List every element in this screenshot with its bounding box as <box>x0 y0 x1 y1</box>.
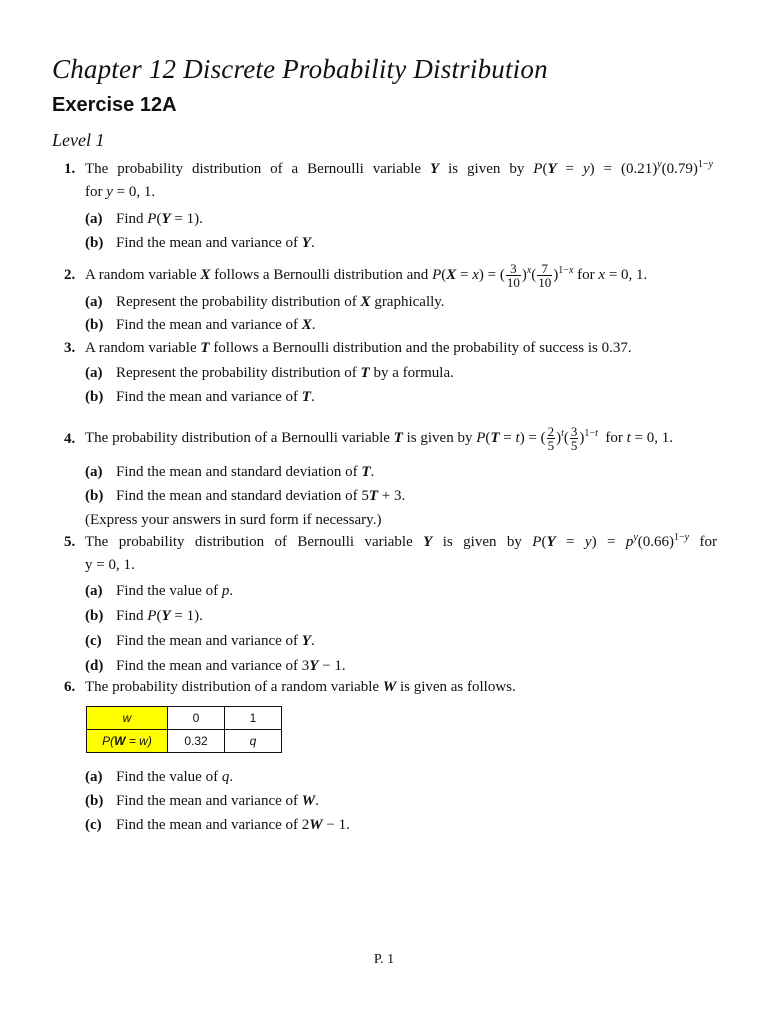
question-3-number: 3. <box>64 340 76 356</box>
probability-table <box>86 706 282 753</box>
question-2a-label: (a) <box>85 294 103 310</box>
table-row <box>87 707 282 730</box>
question-4a-label: (a) <box>85 464 103 480</box>
question-2b-label: (b) <box>85 317 104 333</box>
question-6b-label: (b) <box>85 793 104 809</box>
table-cell: 0 <box>168 707 225 730</box>
question-3a-text: Represent the probability distribution of T by a formula. <box>116 365 454 381</box>
question-1b-text: Find the mean and variance of Y. <box>116 235 315 251</box>
table-header-w: w <box>87 707 168 730</box>
question-5-number: 5. <box>64 534 76 550</box>
question-5a-label: (a) <box>85 583 103 599</box>
question-4-text: The probability distribution of a Bernoulli variable T is given by P(T = t) = ( $\frac{2}{5}$ )$^t$( $\frac{3}{5}$ )$^{1-t}$ for t = 0, 1. <box>85 424 673 454</box>
question-5-text: The probability distribution of Bernoulli variable Y is given by $P(Y = y) = p^y(0.66)^{1-y}$ for <box>85 532 718 550</box>
table-cell: q <box>225 730 282 753</box>
question-5b-label: (b) <box>85 608 104 624</box>
table-cell: 1 <box>225 707 282 730</box>
question-6a-label: (a) <box>85 769 103 785</box>
question-6-text: The probability distribution of a random variable W is given as follows. <box>85 679 516 695</box>
question-6c-label: (c) <box>85 817 102 833</box>
question-1-text-line2: for y = 0, 1. <box>85 184 156 200</box>
question-6b-text: Find the mean and variance of W. <box>116 793 319 809</box>
question-5c-label: (c) <box>85 633 102 649</box>
question-4a-text: Find the mean and standard deviation of T. <box>116 464 375 480</box>
exercise-title: Exercise 12A <box>52 94 177 116</box>
question-1a-label: (a) <box>85 211 103 227</box>
question-3b-text: Find the mean and variance of T. <box>116 389 315 405</box>
question-5-text-line2: y = 0, 1. <box>85 557 135 573</box>
level-heading: Level 1 <box>52 130 105 150</box>
page-number: P. 1 <box>373 952 395 967</box>
question-6a-text: Find the value of q. <box>116 769 234 785</box>
question-3-text: A random variable T follows a Bernoulli distribution and the probability of success is 0.37. <box>85 340 632 356</box>
question-1-number: 1. <box>64 161 76 177</box>
question-6-number: 6. <box>64 679 76 695</box>
question-2a-text: Represent the probability distribution of X graphically. <box>116 294 445 310</box>
question-5c-text: Find the mean and variance of Y. <box>116 633 315 649</box>
question-1a-text: Find P(Y = 1). <box>116 211 203 227</box>
table-cell: 0.32 <box>168 730 225 753</box>
question-2-text: A random variable X follows a Bernoulli distribution and P(X = x) = ( $\frac{3}{10}$ )$^x$( $\frac{7}{10}$ )$^{1-x}$ for x = 0, 1. <box>85 261 648 291</box>
question-4b-label: (b) <box>85 488 104 504</box>
question-4-note: (Express your answers in surd form if necessary.) <box>85 512 382 528</box>
question-4b-text: Find the mean and standard deviation of 5T + 3. <box>116 488 406 504</box>
table-row <box>87 730 282 753</box>
question-2-number: 2. <box>64 267 76 283</box>
question-5d-label: (d) <box>85 658 104 674</box>
question-3b-label: (b) <box>85 389 104 405</box>
question-1-text: The probability distribution of a Bernoulli variable Y is given by $P(Y = y) = (0.21)^y(0.79)^{1-y}$ <box>85 159 713 177</box>
question-2b-text: Find the mean and variance of X. <box>116 317 316 333</box>
question-4-number: 4. <box>64 431 76 447</box>
question-5d-text: Find the mean and variance of 3Y − 1. <box>116 658 346 674</box>
question-5a-text: Find the value of p. <box>116 583 234 599</box>
table-header-probability: P(W = w) <box>87 730 168 753</box>
question-1b-label: (b) <box>85 235 104 251</box>
chapter-title: Chapter 12 Discrete Probability Distribution <box>52 54 548 84</box>
question-3a-label: (a) <box>85 365 103 381</box>
question-6c-text: Find the mean and variance of 2W − 1. <box>116 817 350 833</box>
question-5b-text: Find P(Y = 1). <box>116 608 203 624</box>
